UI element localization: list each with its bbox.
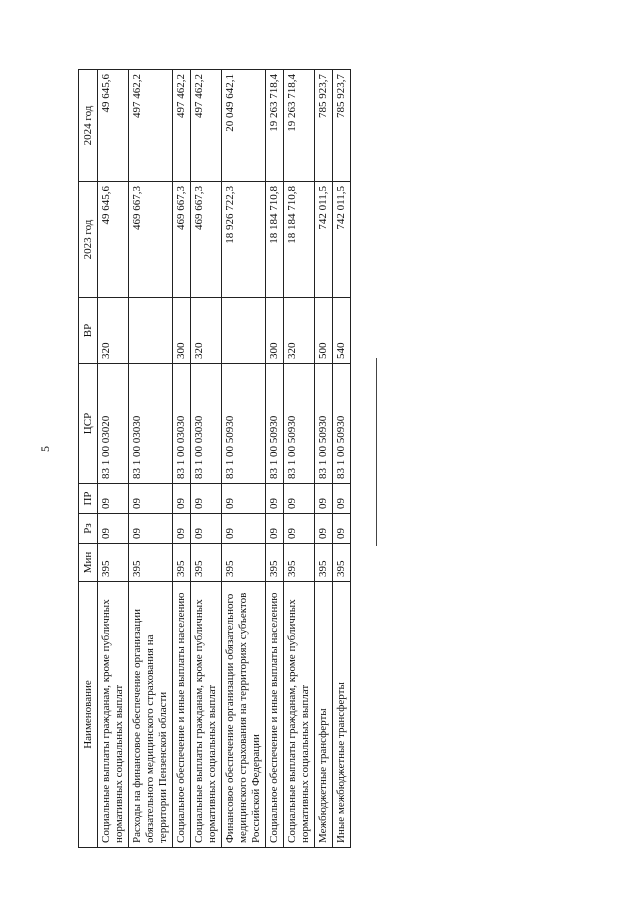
year-2023-cell: 469 667,3 xyxy=(173,182,191,298)
row-name-cell: Социальное обеспечение и иные выплаты населению xyxy=(266,582,284,848)
vr-cell: 320 xyxy=(98,298,129,364)
rz-cell: 09 xyxy=(129,514,173,544)
page-number: 5 xyxy=(38,446,52,452)
year-2024-cell: 497 462,2 xyxy=(129,70,173,182)
row-name-cell: Социальные выплаты гражданам, кроме публичных нормативных социальных выплат xyxy=(98,582,129,848)
min-cell: 395 xyxy=(284,544,315,582)
vr-cell: 540 xyxy=(333,298,351,364)
vr-cell: 300 xyxy=(173,298,191,364)
rz-cell: 09 xyxy=(333,514,351,544)
row-name-cell: Расходы на финансовое обеспечение организации обязательного медицинского страхования на территории Пензенской области xyxy=(129,582,173,848)
pr-cell: 09 xyxy=(222,484,266,514)
table-row xyxy=(266,70,284,848)
min-cell: 395 xyxy=(333,544,351,582)
year-2023-cell: 469 667,3 xyxy=(191,182,222,298)
row-name-cell: Финансовое обеспечение организации обязательного медицинского страхования на территориях субъектов Российской Федерации xyxy=(222,582,266,848)
separator-line xyxy=(376,358,377,546)
header-cell: Рз xyxy=(79,514,98,544)
csr-cell: 83 1 00 03030 xyxy=(191,364,222,484)
min-cell: 395 xyxy=(129,544,173,582)
table-row xyxy=(98,70,129,848)
rotated-table-container xyxy=(78,70,366,848)
budget-table xyxy=(78,69,351,848)
csr-cell: 83 1 00 03030 xyxy=(173,364,191,484)
csr-cell: 83 1 00 50930 xyxy=(222,364,266,484)
rz-cell: 09 xyxy=(173,514,191,544)
year-2023-cell: 742 011,5 xyxy=(333,182,351,298)
row-name-cell: Межбюджетные трансферты xyxy=(315,582,333,848)
year-2023-cell: 18 184 710,8 xyxy=(266,182,284,298)
table-row xyxy=(222,70,266,848)
year-2023-cell: 469 667,3 xyxy=(129,182,173,298)
header-cell: ВР xyxy=(79,298,98,364)
vr-cell: 320 xyxy=(284,298,315,364)
year-2024-cell: 785 923,7 xyxy=(315,70,333,182)
year-2023-cell: 742 011,5 xyxy=(315,182,333,298)
table-row xyxy=(129,70,173,848)
table-row xyxy=(284,70,315,848)
row-name-cell: Социальные выплаты гражданам, кроме публичных нормативных социальных выплат xyxy=(191,582,222,848)
year-2024-cell: 19 263 718,4 xyxy=(284,70,315,182)
row-name-cell: Иные межбюджетные трансферты xyxy=(333,582,351,848)
pr-cell: 09 xyxy=(129,484,173,514)
pr-cell: 09 xyxy=(98,484,129,514)
rz-cell: 09 xyxy=(191,514,222,544)
year-2024-cell: 497 462,2 xyxy=(173,70,191,182)
vr-cell: 500 xyxy=(315,298,333,364)
min-cell: 395 xyxy=(98,544,129,582)
row-name-cell: Социальное обеспечение и иные выплаты населению xyxy=(173,582,191,848)
csr-cell: 83 1 00 50930 xyxy=(266,364,284,484)
header-cell: ПР xyxy=(79,484,98,514)
row-name-cell: Социальные выплаты гражданам, кроме публичных нормативных социальных выплат xyxy=(284,582,315,848)
rz-cell: 09 xyxy=(266,514,284,544)
year-2024-cell: 785 923,7 xyxy=(333,70,351,182)
table-row xyxy=(333,70,351,848)
csr-cell: 83 1 00 50930 xyxy=(315,364,333,484)
rz-cell: 09 xyxy=(222,514,266,544)
csr-cell: 83 1 00 50930 xyxy=(333,364,351,484)
vr-cell xyxy=(129,298,173,364)
rz-cell: 09 xyxy=(315,514,333,544)
table-header-row xyxy=(79,70,98,848)
min-cell: 395 xyxy=(222,544,266,582)
year-2024-cell: 49 645,6 xyxy=(98,70,129,182)
table-row xyxy=(315,70,333,848)
pr-cell: 09 xyxy=(191,484,222,514)
table-body xyxy=(98,70,351,848)
year-2024-cell: 497 462,2 xyxy=(191,70,222,182)
rz-cell: 09 xyxy=(98,514,129,544)
csr-cell: 83 1 00 50930 xyxy=(284,364,315,484)
header-cell: Мин xyxy=(79,544,98,582)
vr-cell xyxy=(222,298,266,364)
min-cell: 395 xyxy=(191,544,222,582)
header-cell: ЦСР xyxy=(79,364,98,484)
year-2023-cell: 18 184 710,8 xyxy=(284,182,315,298)
pr-cell: 09 xyxy=(173,484,191,514)
table-row xyxy=(173,70,191,848)
vr-cell: 320 xyxy=(191,298,222,364)
year-2024-cell: 20 049 642,1 xyxy=(222,70,266,182)
pr-cell: 09 xyxy=(284,484,315,514)
min-cell: 395 xyxy=(315,544,333,582)
year-2024-cell: 19 263 718,4 xyxy=(266,70,284,182)
year-2023-cell: 18 926 722,3 xyxy=(222,182,266,298)
table-row xyxy=(191,70,222,848)
header-cell: 2023 год xyxy=(79,182,98,298)
header-cell: Наименование xyxy=(79,582,98,848)
year-2023-cell: 49 645,6 xyxy=(98,182,129,298)
min-cell: 395 xyxy=(173,544,191,582)
header-cell: 2024 год xyxy=(79,70,98,182)
pr-cell: 09 xyxy=(333,484,351,514)
pr-cell: 09 xyxy=(315,484,333,514)
csr-cell: 83 1 00 03030 xyxy=(129,364,173,484)
pr-cell: 09 xyxy=(266,484,284,514)
rz-cell: 09 xyxy=(284,514,315,544)
vr-cell: 300 xyxy=(266,298,284,364)
min-cell: 395 xyxy=(266,544,284,582)
csr-cell: 83 1 00 03020 xyxy=(98,364,129,484)
